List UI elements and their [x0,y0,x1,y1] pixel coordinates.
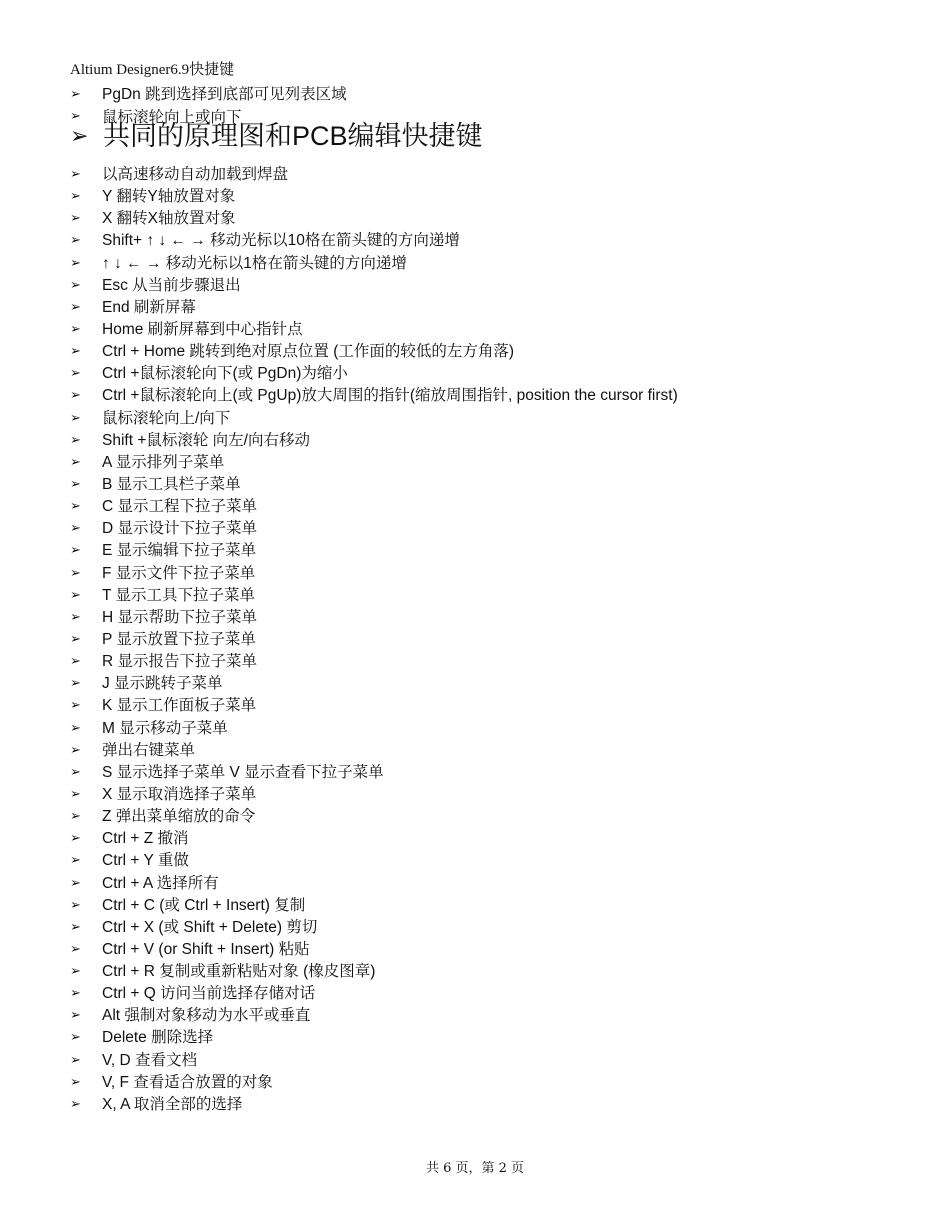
shortcut-text: ↑ ↓ ← → 移动光标以1格在箭头键的方向递增 [102,254,407,272]
arrow-bullet-icon: ➢ [70,587,81,603]
arrow-bullet-icon: ➢ [70,654,81,670]
shortcut-text: D 显示设计下拉子菜单 [102,520,258,538]
shortcut-text: V, D 查看文档 [102,1051,198,1069]
shortcut-text: Ctrl + Z 撤消 [102,830,189,848]
shortcut-text: A 显示排列子菜单 [102,453,225,471]
section-heading-text: 共同的原理图和PCB编辑快捷键 [103,121,483,151]
arrow-bullet-icon: ➢ [70,786,81,802]
arrow-bullet-icon: ➢ [70,698,81,714]
arrow-bullet-icon: ➢ [70,1074,81,1090]
shortcut-text: C 显示工程下拉子菜单 [102,498,258,516]
shortcut-text: Esc 从当前步骤退出 [102,276,241,294]
arrow-bullet-icon: ➢ [70,366,81,382]
arrow-bullet-icon: ➢ [70,631,81,647]
arrow-bullet-icon: ➢ [70,277,81,293]
arrow-bullet-icon: ➢ [70,233,81,249]
arrow-bullet-icon: ➢ [70,87,81,102]
shortcut-text: Z 弹出菜单缩放的命令 [102,808,256,826]
arrow-bullet-icon: ➢ [70,897,81,913]
shortcut-text: F 显示文件下拉子菜单 [102,564,256,582]
shortcut-text: X 翻转X轴放置对象 [102,210,236,228]
page-footer: 共 6 页，第 2 页 [425,1161,525,1176]
shortcut-text: Y 翻转Y轴放置对象 [102,188,236,206]
shortcut-text: Ctrl + Q 访问当前选择存储对话 [102,985,316,1003]
arrow-bullet-icon: ➢ [70,831,81,847]
shortcut-text: Shift+ ↑ ↓ ← → 移动光标以10格在箭头键的方向递增 [102,232,460,250]
arrow-bullet-icon: ➢ [70,211,81,227]
shortcut-text: Ctrl +鼠标滚轮向上(或 PgUp)放大周围的指针(缩放周围指针, position the cursor first) [102,387,678,405]
arrow-bullet-icon: ➢ [70,676,81,692]
arrow-bullet-icon: ➢ [70,189,81,205]
shortcut-text: X 显示取消选择子菜单 [102,785,257,803]
arrow-bullet-icon: ➢ [70,875,81,891]
shortcut-text: Delete 删除选择 [102,1029,214,1047]
shortcut-text: P 显示放置下拉子菜单 [102,630,256,648]
arrow-bullet-icon: ➢ [70,543,81,559]
arrow-bullet-icon: ➢ [70,609,81,625]
arrow-bullet-icon: ➢ [70,299,81,315]
shortcut-text: V, F 查看适合放置的对象 [102,1073,273,1091]
shortcut-text: S 显示选择子菜单 V 显示查看下拉子菜单 [102,763,384,781]
arrow-bullet-icon: ➢ [70,109,81,124]
document-header: Altium Designer6.9快捷键 [70,62,235,78]
shortcut-text: Ctrl + C (或 Ctrl + Insert) 复制 [102,896,306,914]
arrow-bullet-icon: ➢ [70,167,81,182]
shortcut-text: T 显示工具下拉子菜单 [102,586,255,604]
shortcut-text: 以高速移动自动加载到焊盘 [102,166,289,183]
arrow-bullet-icon: ➢ [70,720,81,736]
shortcut-text: 弹出右键菜单 [102,741,196,759]
shortcut-text: Ctrl + X (或 Shift + Delete) 剪切 [102,918,318,936]
arrow-bullet-icon: ➢ [70,1008,81,1024]
shortcut-text: Shift +鼠标滚轮 向左/向右移动 [102,431,310,449]
arrow-bullet-icon: ➢ [70,1096,81,1112]
shortcut-text: Alt 强制对象移动为水平或垂直 [102,1007,311,1025]
arrow-bullet-icon: ➢ [70,1030,81,1046]
shortcut-text: R 显示报告下拉子菜单 [102,653,258,671]
arrow-bullet-icon: ➢ [70,476,81,492]
shortcut-text: PgDn 跳到选择到底部可见列表区域 [102,86,347,103]
shortcut-text: X, A 取消全部的选择 [102,1095,243,1113]
arrow-bullet-icon: ➢ [70,432,81,448]
shortcut-text: E 显示编辑下拉子菜单 [102,542,257,560]
shortcut-text: Ctrl + R 复制或重新粘贴对象 (橡皮图章) [102,963,376,981]
shortcut-text: Ctrl + A 选择所有 [102,874,219,892]
arrow-bullet-icon: ➢ [70,809,81,825]
arrow-bullet-icon: ➢ [70,388,81,404]
arrow-bullet-icon: ➢ [70,1052,81,1068]
arrow-bullet-icon: ➢ [70,410,81,426]
arrow-bullet-icon: ➢ [70,454,81,470]
shortcut-text: J 显示跳转子菜单 [102,675,223,693]
arrow-bullet-icon: ➢ [70,964,81,980]
shortcut-text: H 显示帮助下拉子菜单 [102,608,258,626]
arrow-bullet-icon: ➢ [70,321,81,337]
shortcut-text: End 刷新屏幕 [102,298,196,316]
arrow-bullet-icon: ➢ [70,124,89,149]
arrow-bullet-icon: ➢ [70,764,81,780]
shortcut-text: B 显示工具栏子菜单 [102,475,241,493]
arrow-bullet-icon: ➢ [70,986,81,1002]
arrow-bullet-icon: ➢ [70,941,81,957]
arrow-bullet-icon: ➢ [70,565,81,581]
arrow-bullet-icon: ➢ [70,521,81,537]
arrow-bullet-icon: ➢ [70,853,81,869]
shortcut-text: M 显示移动子菜单 [102,719,228,737]
shortcut-text: Ctrl + Y 重做 [102,852,189,870]
arrow-bullet-icon: ➢ [70,742,81,758]
shortcut-text: K 显示工作面板子菜单 [102,697,257,715]
arrow-bullet-icon: ➢ [70,255,81,271]
arrow-bullet-icon: ➢ [70,499,81,515]
arrow-bullet-icon: ➢ [70,344,81,360]
shortcut-text: 鼠标滚轮向上或向下 [102,108,242,126]
shortcut-text: Home 刷新屏幕到中心指针点 [102,320,303,338]
arrow-bullet-icon: ➢ [70,919,81,935]
shortcut-text: Ctrl +鼠标滚轮向下(或 PgDn)为缩小 [102,365,348,383]
shortcut-text: Ctrl + Home 跳转到绝对原点位置 (工作面的较低的左方角落) [102,343,515,361]
shortcut-text: Ctrl + V (or Shift + Insert) 粘贴 [102,940,310,958]
shortcut-text: 鼠标滚轮向上/向下 [102,409,231,427]
